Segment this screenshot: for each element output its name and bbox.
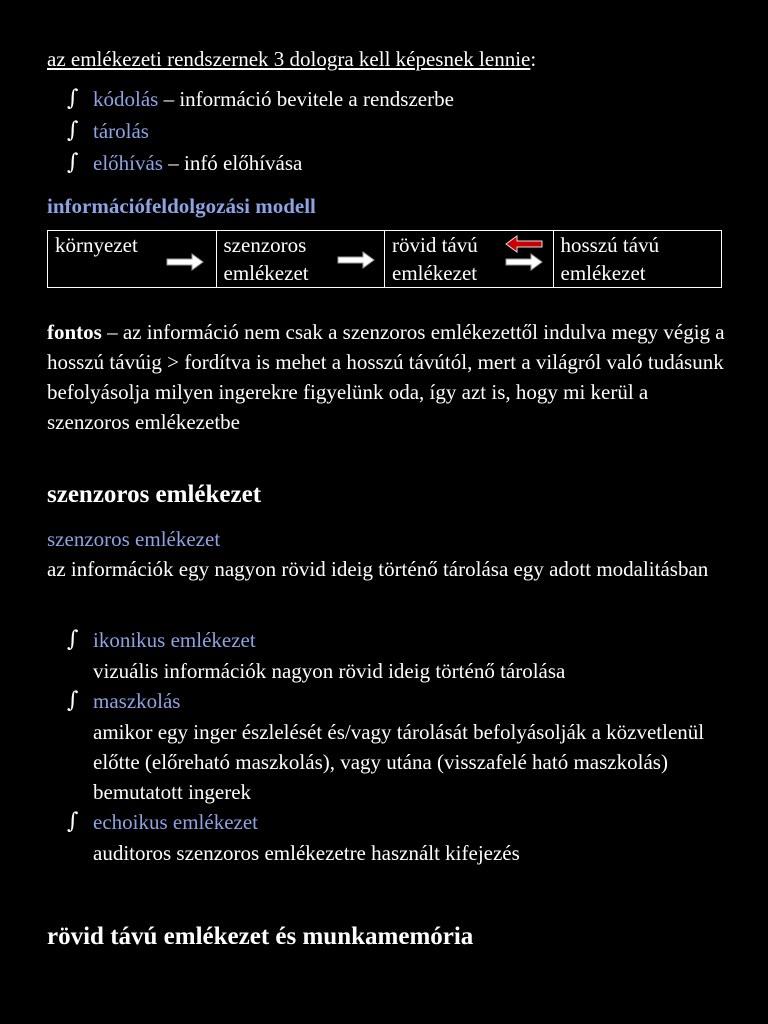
model-cell-short-term	[385, 231, 554, 288]
list-item	[67, 148, 454, 180]
list-item	[67, 625, 727, 686]
model-cell-environment	[48, 231, 217, 288]
cell-line1: rövid távú	[392, 233, 478, 257]
model-row	[48, 231, 722, 288]
subtype-term: echoikus emlékezet	[93, 810, 259, 834]
important-label: fontos	[47, 320, 102, 344]
list-item	[67, 116, 454, 148]
subtype-term: ikonikus emlékezet	[93, 628, 256, 652]
list-item	[67, 686, 727, 807]
sensory-subtypes-list	[67, 625, 727, 868]
integral-bullet-icon: ∫	[67, 688, 79, 713]
capability-term: tárolás	[93, 119, 149, 143]
cell-line2: emlékezet	[392, 261, 478, 285]
subtype-term: maszkolás	[93, 689, 181, 713]
intro-line	[47, 44, 536, 74]
definition-text: az információk egy nagyon rövid ideig történő tárolása egy adott modalitásban	[47, 557, 709, 581]
capabilities-list	[67, 84, 454, 180]
cell-line1: hosszú távú	[560, 233, 660, 257]
cell-line2: emlékezet	[560, 261, 646, 285]
arrow-right-icon	[166, 253, 204, 271]
cell-line1: környezet	[55, 233, 138, 257]
integral-bullet-icon: ∫	[67, 86, 79, 111]
section-heading-sensory: szenzoros emlékezet	[47, 481, 262, 508]
subtype-desc: auditoros szenzoros emlékezetre használt kifejezés	[93, 841, 520, 865]
capability-desc: – infó előhívása	[162, 151, 303, 175]
arrow-right-icon	[505, 253, 543, 271]
capability-desc: – információ bevitele a rendszerbe	[158, 87, 454, 111]
capability-term: előhívás	[93, 151, 163, 175]
model-cell-long-term	[553, 231, 722, 288]
integral-bullet-icon: ∫	[67, 627, 79, 652]
model-cell-sensory	[216, 231, 385, 288]
intro-colon: :	[530, 47, 537, 71]
subtype-desc: amikor egy inger észlelését és/vagy tárolását befolyásolják a közvetlenül előtte (előreható maszkolás), vagy utána (visszafelé ható maszkolás) bemutatott ingerek	[93, 720, 705, 804]
integral-bullet-icon: ∫	[67, 150, 79, 175]
arrow-right-icon	[337, 251, 375, 269]
intro-text: az emlékezeti rendszernek 3 dologra kell képesnek lennie	[47, 47, 531, 71]
cell-line1: szenzoros	[223, 233, 307, 257]
list-item	[67, 807, 727, 868]
arrow-left-icon	[505, 235, 543, 253]
list-item	[67, 84, 454, 116]
model-table	[47, 230, 722, 288]
integral-bullet-icon: ∫	[67, 118, 79, 143]
subtype-desc: vizuális információk nagyon rövid ideig történő tárolása	[93, 659, 566, 683]
section-heading-short-term: rövid távú emlékezet és munkamemória	[47, 923, 474, 950]
integral-bullet-icon: ∫	[67, 809, 79, 834]
important-text: – az információ nem csak a szenzoros emlékezettől indulva megy végig a hosszú távúig > fordítva is mehet a hosszú távútól, mert a világról való tudásunk befolyásolja milyen ingerekre figyelünk oda, így azt is, hogy mi kerül a szenzoros emlékezetbe	[47, 320, 725, 434]
model-title: információfeldolgozási modell	[47, 194, 316, 218]
definition-term: szenzoros emlékezet	[47, 527, 221, 551]
capability-term: kódolás	[93, 87, 159, 111]
important-paragraph	[47, 317, 727, 437]
cell-line2: emlékezet	[223, 261, 309, 285]
